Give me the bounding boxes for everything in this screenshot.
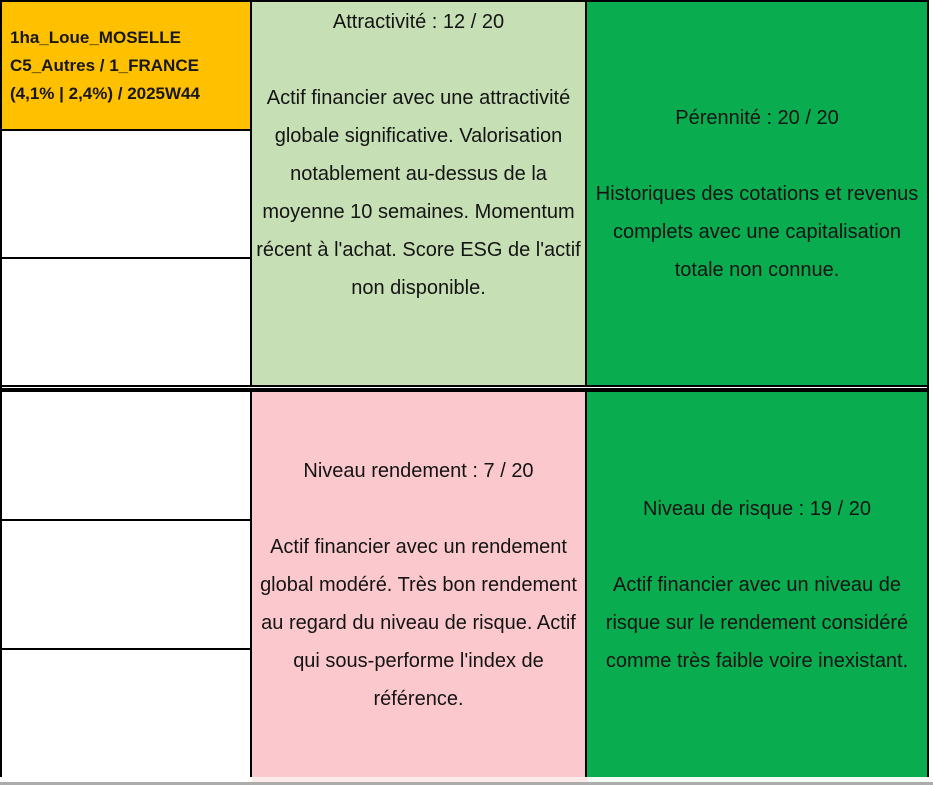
empty-cell[interactable]	[2, 521, 250, 648]
attractivite-score: Attractivité : 12 / 20	[332, 11, 505, 33]
empty-cell[interactable]	[2, 259, 250, 385]
risque-cell[interactable]	[587, 392, 927, 777]
asset-weights-week: (4,1% | 2,4%) / 2025W44	[10, 83, 200, 103]
perennite-cell[interactable]	[587, 2, 927, 385]
empty-cell[interactable]	[2, 131, 250, 257]
rendement-score: Niveau rendement : 7 / 20	[303, 459, 534, 482]
risque-description: Actif financier avec un niveau de risque sur le rendement considéré comme très faible voire inexistant.	[605, 573, 909, 672]
asset-header-cell[interactable]	[2, 2, 250, 129]
left-column-bottom	[2, 392, 250, 777]
perennite-description: Historiques des cotations et revenus complets avec une capitalisation totale non connue.	[595, 182, 919, 281]
perennite-score: Pérennité : 20 / 20	[675, 106, 839, 129]
rendement-cell[interactable]	[252, 392, 585, 777]
left-column-top	[2, 2, 250, 385]
risque-score: Niveau de risque : 19 / 20	[643, 497, 871, 520]
attractivite-description: Actif financier avec une attractivité globale significative. Valorisation notablement au-dessus de la moyenne 10 semaines. Momentum récent à l'achat. Score ESG de l'actif non disponible.	[256, 87, 581, 299]
asset-category: C5_Autres / 1_FRANCE	[10, 55, 199, 75]
rendement-description: Actif financier avec un rendement global modéré. Très bon rendement au regard du niveau de risque. Actif qui sous-performe l'index de référence.	[260, 535, 577, 710]
score-section-bottom	[2, 392, 927, 777]
score-section-top	[2, 2, 927, 385]
empty-cell[interactable]	[2, 392, 250, 519]
asset-name: 1ha_Loue_MOSELLE	[10, 27, 181, 47]
attractivite-cell[interactable]	[252, 2, 585, 385]
empty-cell[interactable]	[2, 650, 250, 777]
